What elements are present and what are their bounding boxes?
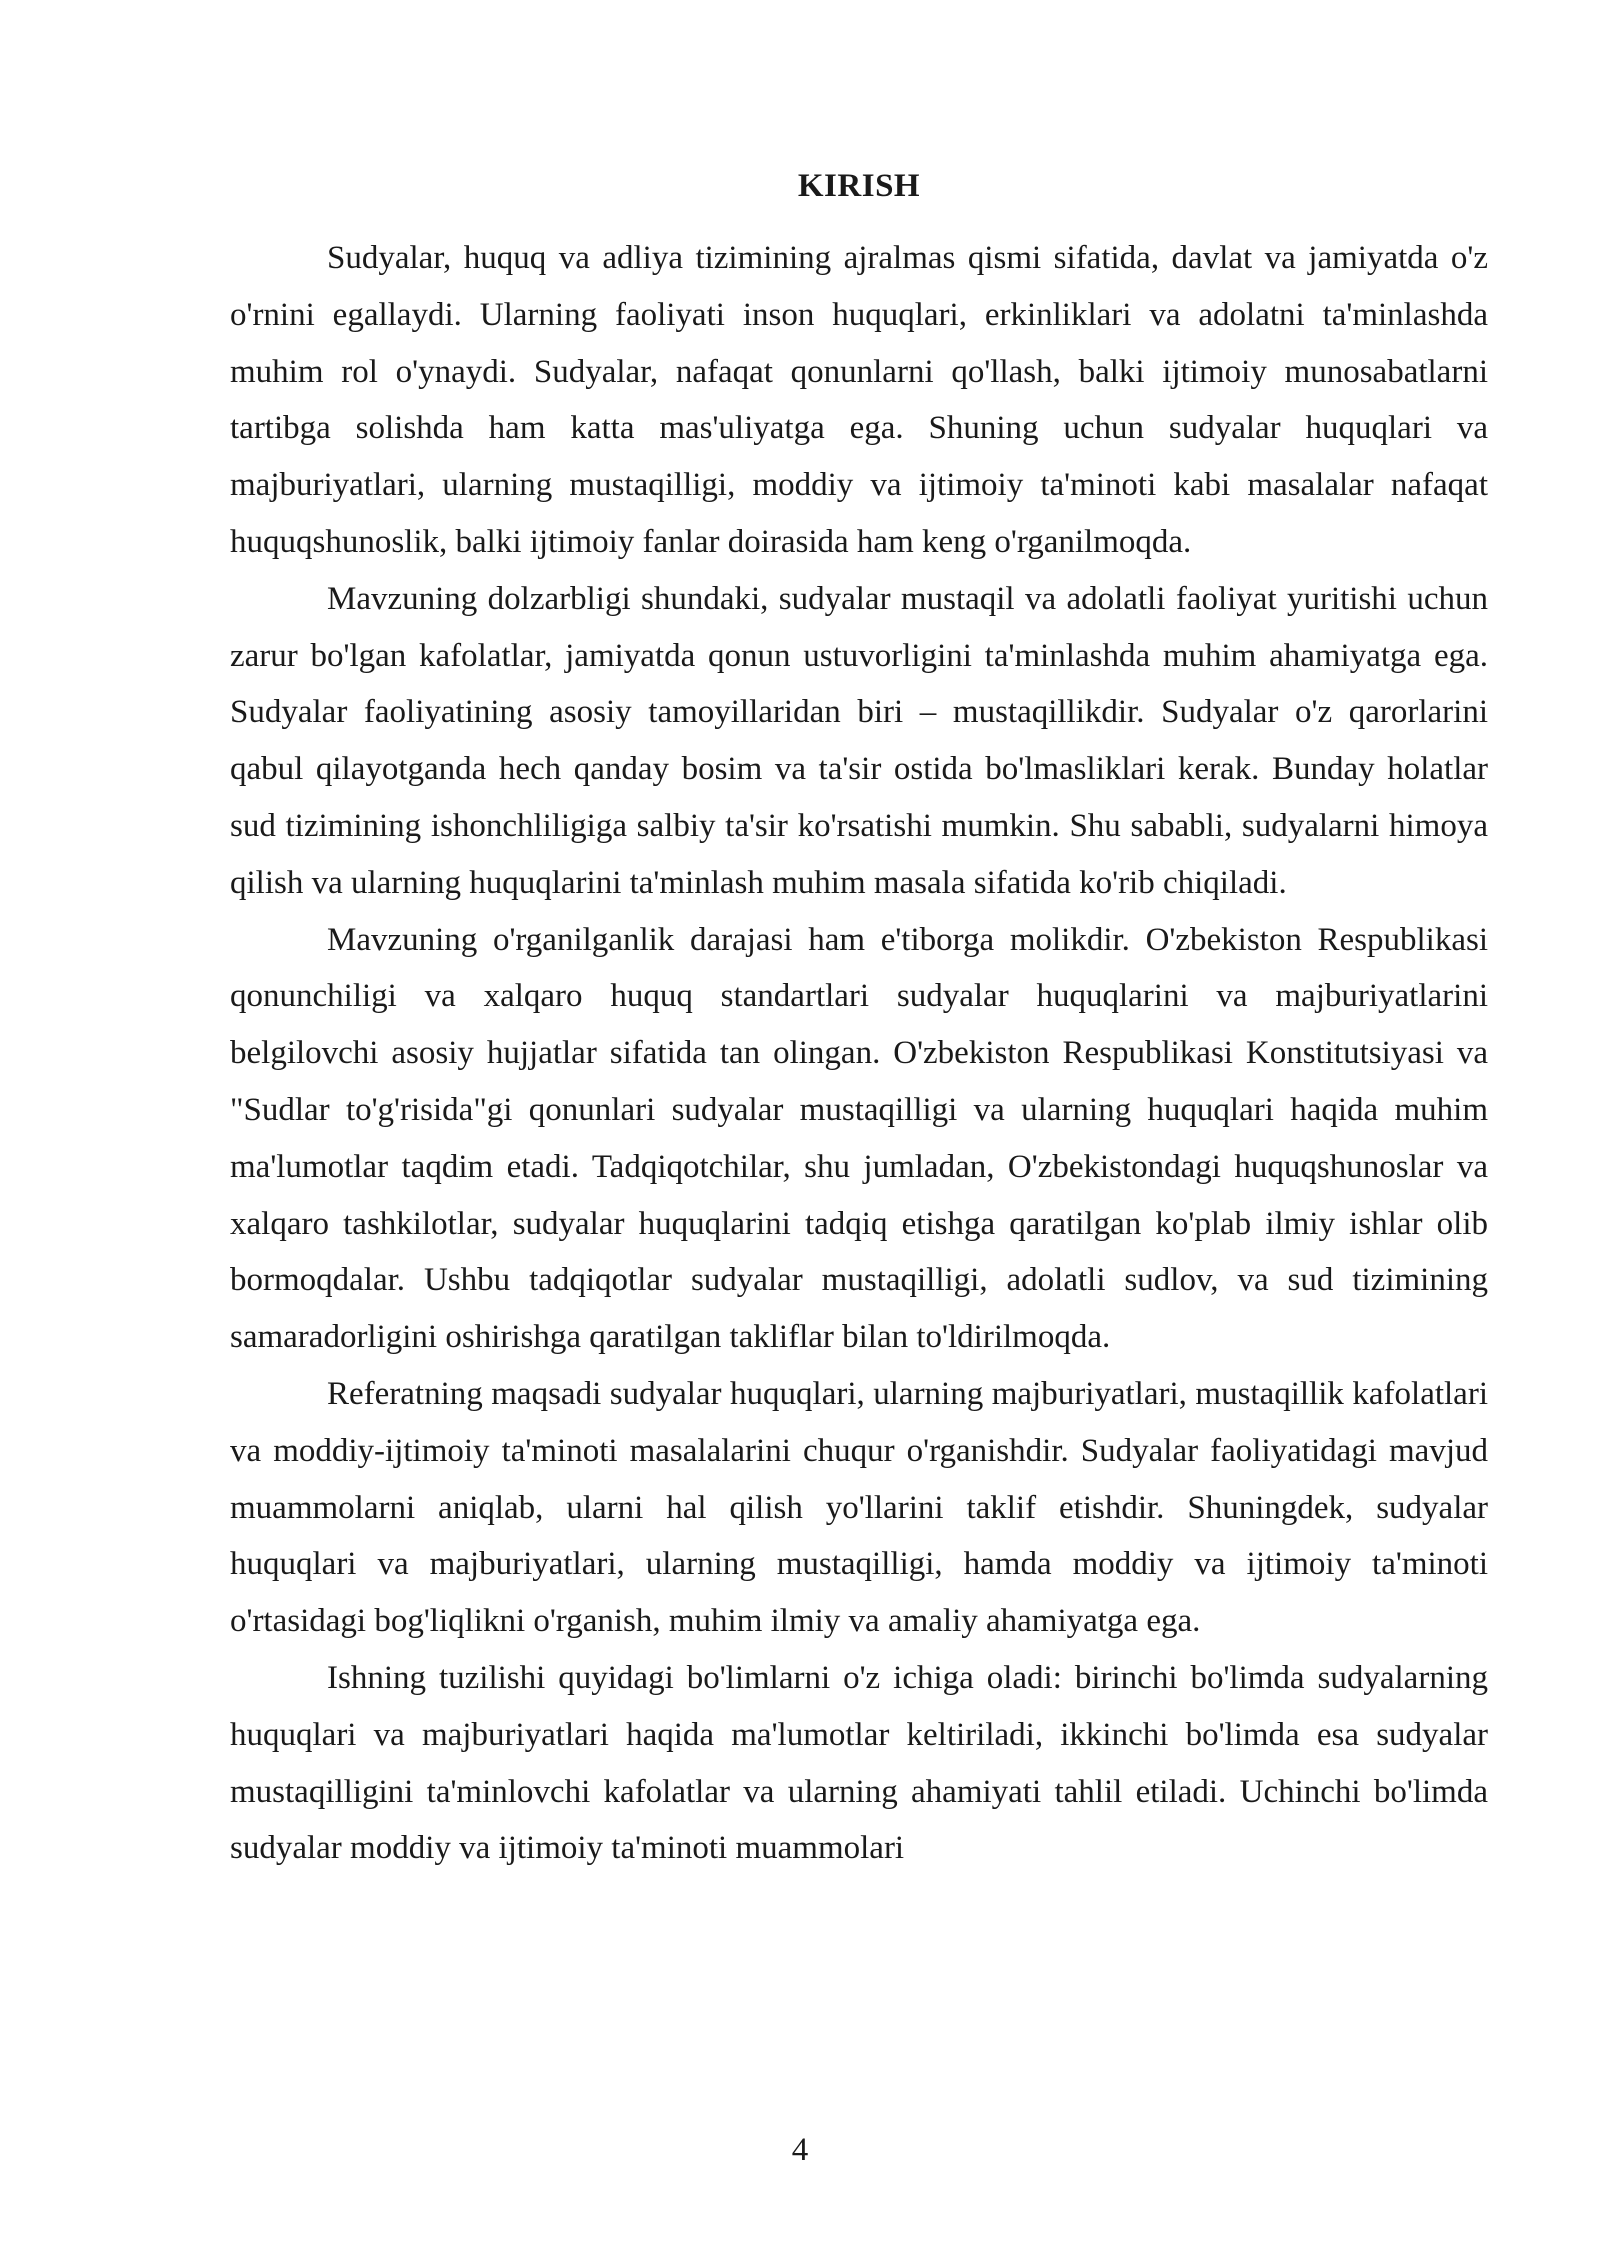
section-title: KIRISH xyxy=(797,168,921,204)
page-number: 4 xyxy=(791,2132,809,2168)
paragraph-relevance: Mavzuning dolzarbligi shundaki, sudyalar mustaqil va adolatli faoliyat yuritishi uchun zarur bo'lgan kafolatlar, jamiyatda qonun ustuvorligini ta'minlashda muhim ahamiyatga ega. Sudyalar faoliyatining asosiy tamoyillaridan biri – mustaqillikdir. Sudyalar o'z qarorlarini qabul qilayotganda hech qanday bosim va ta'sir ostida bo'lmasliklari kerak. Bunday holatlar sud tizimining ishonchliligiga salbiy ta'sir ko'rsatishi mumkin. Shu sababli, sudyalarni himoya qilish va ularning huquqlarini ta'minlash muhim masala sifatida ko'rib chiqiladi. xyxy=(230,580,1488,901)
paragraph-purpose: Referatning maqsadi sudyalar huquqlari, ularning majburiyatlari, mustaqillik kafolatlari va moddiy-ijtimoiy ta'minoti masalalarini chuqur o'rganishdir. Sudyalar faoliyatidagi mavjud muammolarni aniqlab, ularni hal qilish yo'llarini taklif etishdir. Shuningdek, sudyalar huquqlari va majburiyatlari, ularning mustaqilligi, hamda moddiy va ijtimoiy ta'minoti o'rtasidagi bog'liqlikni o'rganish, muhim ilmiy va amaliy ahamiyatga ega. xyxy=(230,1375,1488,1640)
paragraph-structure: Ishning tuzilishi quyidagi bo'limlarni o'z ichiga oladi: birinchi bo'limda sudyalarning huquqlari va majburiyatlari haqida ma'lumotlar keltiriladi, ikkinchi bo'limda esa sudyalar mustaqilligini ta'minlovchi kafolatlar va ularning ahamiyati tahlil etiladi. Uchinchi bo'limda sudyalar moddiy va ijtimoiy ta'minoti muammolari xyxy=(230,1659,1488,1867)
paragraph-introduction: Sudyalar, huquq va adliya tizimining ajralmas qismi sifatida, davlat va jamiyatda o'z o'rnini egallaydi. Ularning faoliyati inson huquqlari, erkinliklari va adolatni ta'minlashda muhim rol o'ynaydi. Sudyalar, nafaqat qonunlarni qo'llash, balki ijtimoiy munosabatlarni tartibga solishda ham katta mas'uliyatga ega. Shuning uchun sudyalar huquqlari va majburiyatlari, ularning mustaqilligi, moddiy va ijtimoiy ta'minoti kabi masalalar nafaqat huquqshunoslik, balki ijtimoiy fanlar doirasida ham keng o'rganilmoqda. xyxy=(230,240,1488,560)
paragraph-degree-of-study: Mavzuning o'rganilganlik darajasi ham e'tiborga molikdir. O'zbekiston Respublikasi qonunchiligi va xalqaro huquq standartlari sudyalar huquqlarini va majburiyatlarini belgilovchi asosiy hujjatlar sifatida tan olingan. O'zbekiston Respublikasi Konstitutsiyasi va "Sudlar to'g'risida"gi qonunlari sudyalar mustaqilligi va ularning huquqlari haqida muhim ma'lumotlar taqdim etadi. Tadqiqotchilar, shu jumladan, O'zbekistondagi huquqshunoslar va xalqaro tashkilotlar, sudyalar huquqlarini tadqiq etishga qaratilgan ko'plab ilmiy ishlar olib bormoqdalar. Ushbu tadqiqotlar sudyalar mustaqilligi, adolatli sudlov, va sud tizimining samaradorligini oshirishga qaratilgan takliflar bilan to'ldirilmoqda. xyxy=(230,921,1488,1356)
page-body xyxy=(230,160,1488,1877)
